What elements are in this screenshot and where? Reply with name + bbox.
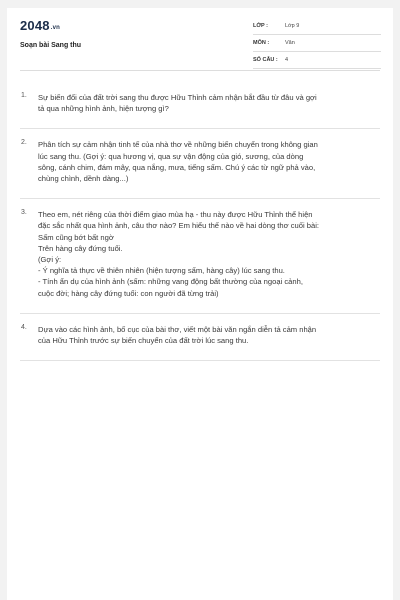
question-2	[20, 129, 380, 199]
document-title: Soạn bài Sang thu	[20, 42, 82, 49]
header-divider	[20, 70, 380, 71]
question-text	[38, 209, 380, 299]
meta-label-grade: LỚP :	[253, 23, 268, 29]
question-line: Dựa vào các hình ảnh, bố cục của bài thơ, viết một bài văn ngắn diễn tả cảm nhận	[38, 324, 317, 334]
question-line: sông, cánh chim, đám mây, qua nắng, mưa, tiếng sấm. Chú ý các từ ngữ phả vào,	[38, 162, 316, 172]
question-number: 1.	[21, 92, 27, 99]
logo-suffix: .vn	[50, 25, 61, 31]
question-1	[20, 82, 380, 129]
question-line: Trên hàng cây đứng tuổi.	[38, 243, 123, 253]
meta-label-subject: MÔN :	[253, 40, 270, 46]
question-3	[20, 199, 380, 314]
question-line: đặc sắc nhất qua hình ảnh, câu thơ nào? Em hiểu thế nào về hai dòng thơ cuối bài:	[38, 221, 320, 231]
question-number: 2.	[21, 139, 27, 147]
meta-row-question-count	[253, 52, 381, 69]
question-text	[38, 324, 380, 346]
question-number: 4.	[21, 323, 27, 331]
meta-table	[253, 18, 381, 69]
question-line: tả qua những hình ảnh, hiện tượng gì?	[38, 104, 169, 114]
question-line: Sự biến đổi của đất trời sang thu được Hữu Thỉnh cảm nhận bắt đầu từ đâu và gợi	[38, 93, 317, 102]
question-text	[38, 92, 380, 114]
meta-row-subject	[253, 35, 381, 52]
question-line: Theo em, nét riêng của thời điểm giao mùa hạ - thu này được Hữu Thỉnh thể hiện	[38, 210, 313, 220]
question-line: - Ý nghĩa tả thực về thiên nhiên (hiện tượng sấm, hàng cây) lúc sang thu.	[38, 266, 285, 276]
meta-value-question-count: 4	[285, 57, 289, 63]
question-number: 3.	[21, 209, 27, 217]
worksheet	[7, 8, 393, 600]
meta-value-subject: Văn	[285, 40, 295, 46]
question-line: (Gợi ý:	[38, 255, 62, 265]
site-logo[interactable]	[20, 18, 60, 33]
question-list	[20, 82, 380, 361]
question-line: của Hữu Thỉnh trước sự biến chuyển của đất trời lúc sang thu.	[38, 336, 249, 346]
question-line: Sấm cũng bớt bất ngờ	[38, 232, 114, 242]
question-line: chùng chình, dềnh dàng...)	[38, 174, 129, 184]
question-line: - Tính ẩn dụ của hình ảnh (sấm: những vang động bất thường của ngoại cảnh,	[38, 277, 303, 287]
worksheet-header	[7, 8, 393, 70]
meta-row-grade	[253, 18, 381, 35]
question-4	[20, 314, 380, 361]
question-text	[38, 139, 380, 184]
question-line: lúc sang thu. (Gợi ý: qua hương vị, qua sự vận động của gió, sương, của dòng	[38, 151, 304, 161]
meta-value-grade: Lớp 9	[285, 23, 300, 29]
logo-text: 2048	[20, 18, 50, 33]
meta-label-question-count: SỐ CÂU :	[253, 57, 278, 63]
question-line: Phân tích sự cảm nhận tinh tế của nhà thơ về những biến chuyển trong không gian	[38, 140, 318, 150]
question-line: cuộc đời; hàng cây đứng tuổi: con người đã từng trải)	[38, 288, 219, 298]
